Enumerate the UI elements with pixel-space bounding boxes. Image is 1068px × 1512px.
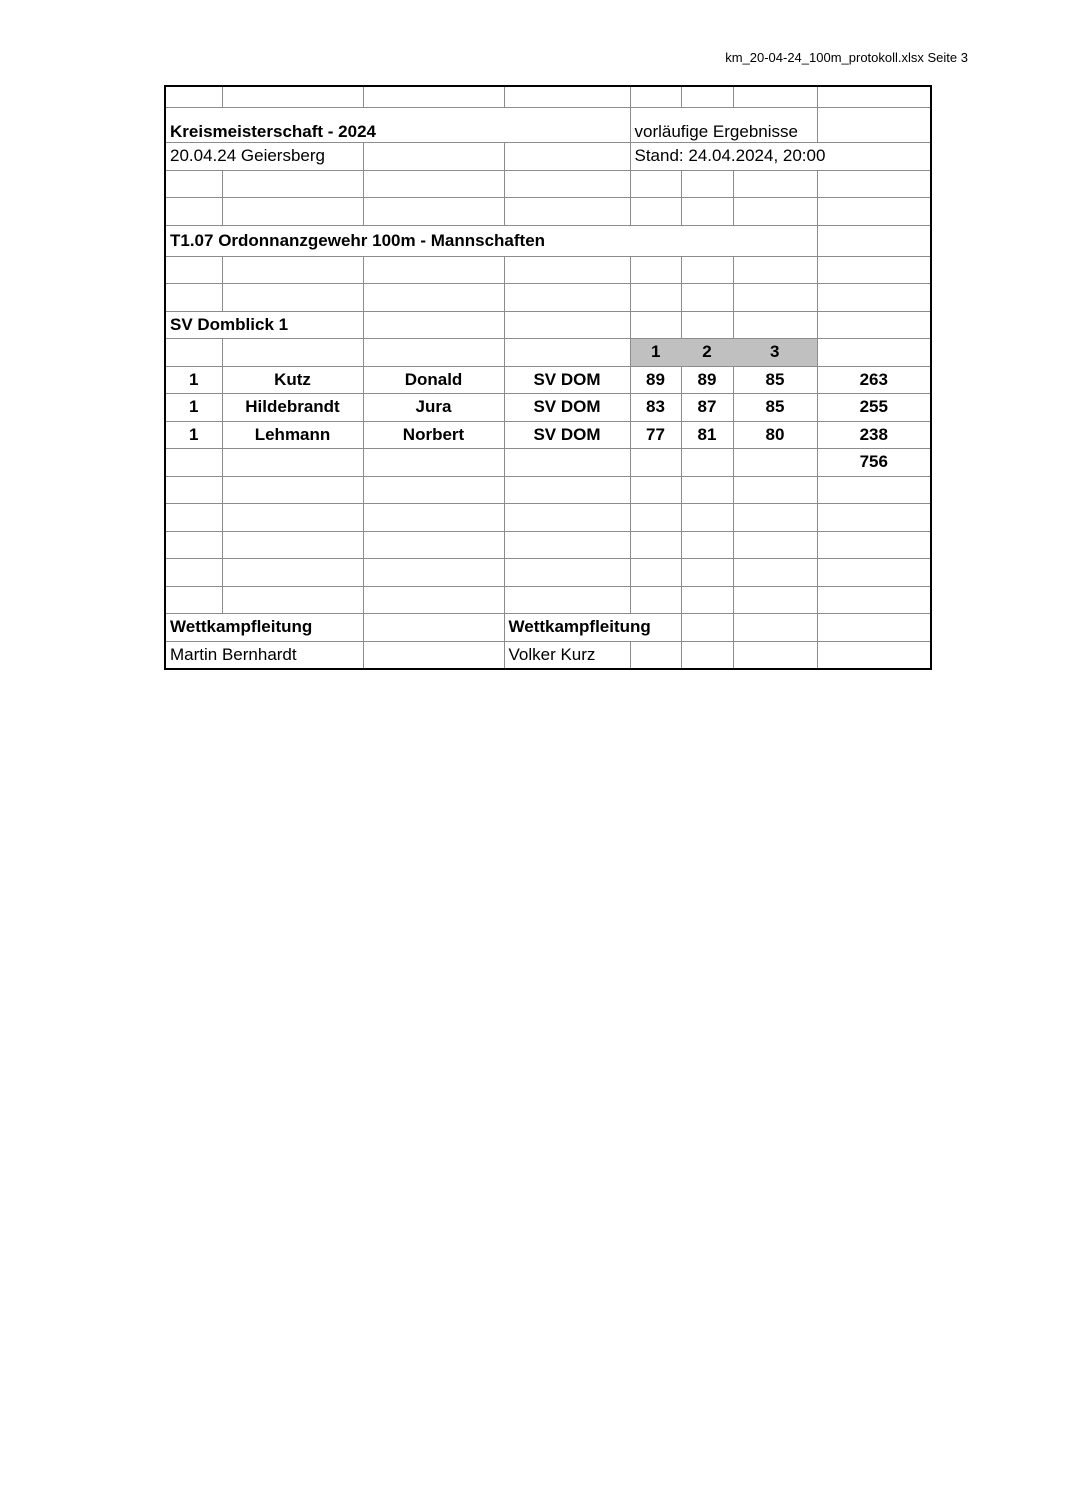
series-2-score: 87 <box>681 394 733 422</box>
series-1-score: 83 <box>630 394 681 422</box>
results-sheet <box>164 85 932 670</box>
series-1-score: 77 <box>630 421 681 449</box>
page-header: km_20-04-24_100m_protokoll.xlsx Seite 3 <box>725 50 968 65</box>
first-name: Jura <box>363 394 504 422</box>
signature-name-left: Martin Bernhardt <box>165 641 363 669</box>
shooter-total: 263 <box>817 366 931 394</box>
stand-timestamp: Stand: 24.04.2024, 20:00 <box>630 143 931 171</box>
status-label: vorläufige Ergebnisse <box>630 108 817 143</box>
table-row <box>165 421 931 449</box>
shooter-total: 238 <box>817 421 931 449</box>
signature-label-left: Wettkampfleitung <box>165 614 363 642</box>
series-1-score: 89 <box>630 366 681 394</box>
series-3-score: 80 <box>733 421 817 449</box>
last-name: Kutz <box>222 366 363 394</box>
club: SV DOM <box>504 366 630 394</box>
first-name: Norbert <box>363 421 504 449</box>
series-2-score: 89 <box>681 366 733 394</box>
page-title: Kreismeisterschaft - 2024 <box>165 108 630 143</box>
rank: 1 <box>165 394 222 422</box>
club: SV DOM <box>504 421 630 449</box>
series-header-2: 2 <box>681 339 733 367</box>
series-header-3: 3 <box>733 339 817 367</box>
club: SV DOM <box>504 394 630 422</box>
signature-label-right: Wettkampfleitung <box>504 614 681 642</box>
signature-name-right: Volker Kurz <box>504 641 630 669</box>
last-name: Hildebrandt <box>222 394 363 422</box>
table-row <box>165 366 931 394</box>
last-name: Lehmann <box>222 421 363 449</box>
series-2-score: 81 <box>681 421 733 449</box>
table-row <box>165 394 931 422</box>
team-total: 756 <box>817 449 931 477</box>
series-header-1: 1 <box>630 339 681 367</box>
shooter-total: 255 <box>817 394 931 422</box>
first-name: Donald <box>363 366 504 394</box>
series-3-score: 85 <box>733 394 817 422</box>
date-location: 20.04.24 Geiersberg <box>165 143 363 171</box>
rank: 1 <box>165 421 222 449</box>
discipline-title: T1.07 Ordonnanzgewehr 100m - Mannschaften <box>165 225 817 256</box>
series-3-score: 85 <box>733 366 817 394</box>
rank: 1 <box>165 366 222 394</box>
team-name: SV Domblick 1 <box>165 311 363 339</box>
